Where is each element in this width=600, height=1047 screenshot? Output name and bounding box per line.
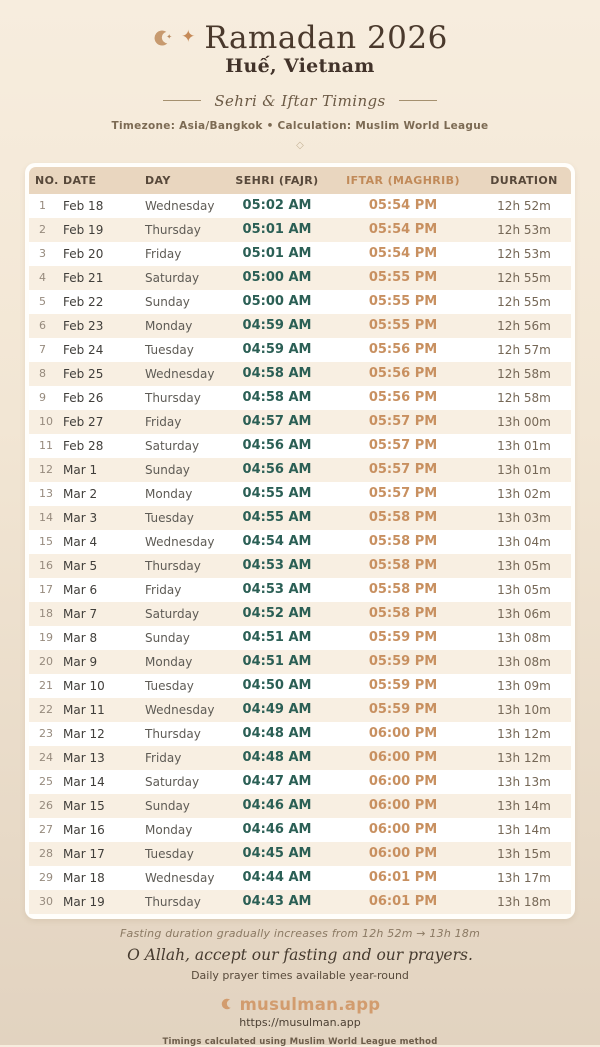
cell-day: Monday: [145, 654, 193, 669]
table-header-row: [29, 167, 571, 194]
table-row: [29, 434, 571, 458]
cell-sehri: 04:44 AM: [242, 870, 312, 886]
table-row: [29, 194, 571, 218]
cell-duration: 13h 05m: [497, 582, 551, 597]
table-row: [29, 362, 571, 386]
table-row: [29, 458, 571, 482]
cell-no: 19: [39, 631, 53, 645]
brand-crescent-icon: [220, 997, 234, 1011]
cell-no: 25: [39, 775, 53, 789]
cell-iftar: 06:00 PM: [368, 798, 438, 814]
cell-day: Saturday: [145, 774, 200, 789]
cell-iftar: 05:57 PM: [368, 414, 438, 430]
cell-day: Thursday: [145, 390, 201, 405]
cell-iftar: 05:57 PM: [368, 462, 438, 478]
cell-no: 15: [39, 535, 53, 549]
cell-date: Mar 16: [63, 822, 105, 837]
cell-day: Saturday: [145, 438, 200, 453]
cell-iftar: 05:54 PM: [368, 222, 438, 238]
cell-day: Thursday: [145, 894, 201, 909]
cell-day: Thursday: [145, 558, 201, 573]
cell-no: 17: [39, 583, 53, 597]
cell-date: Feb 19: [63, 222, 104, 237]
col-header-duration: DURATION: [490, 173, 558, 187]
cell-sehri: 04:47 AM: [242, 774, 312, 790]
cell-no: 16: [39, 559, 53, 573]
cell-date: Feb 24: [63, 342, 104, 357]
table-row: [29, 410, 571, 434]
cell-iftar: 05:59 PM: [368, 702, 438, 718]
cell-duration: 13h 08m: [497, 630, 551, 645]
table-row: [29, 506, 571, 530]
dua-text: O Allah, accept our fasting and our prayers.: [127, 945, 473, 964]
table-row: [29, 890, 571, 914]
diamond-ornament-icon: ◇: [296, 139, 304, 151]
cell-no: 8: [39, 367, 46, 381]
cell-iftar: 05:55 PM: [368, 270, 438, 286]
page-title: Ramadan 2026: [204, 20, 448, 56]
duration-note: Fasting duration gradually increases from 12h 52m → 13h 18m: [120, 926, 480, 940]
table-row: [29, 698, 571, 722]
cell-duration: 12h 55m: [497, 294, 551, 309]
cell-day: Thursday: [145, 222, 201, 237]
cell-day: Monday: [145, 318, 193, 333]
cell-day: Tuesday: [145, 678, 194, 693]
cell-no: 4: [39, 271, 46, 285]
table-row: [29, 578, 571, 602]
table-row: [29, 722, 571, 746]
page-footer: [120, 927, 480, 1047]
cell-duration: 13h 01m: [497, 462, 551, 477]
table-row: [29, 482, 571, 506]
cell-date: Mar 8: [63, 630, 98, 645]
col-header-iftar: IFTAR (MAGHRIB): [346, 173, 460, 187]
cell-no: 12: [39, 463, 53, 477]
method-note: Timings calculated using Muslim World League method: [162, 1036, 438, 1047]
cell-sehri: 04:46 AM: [242, 798, 312, 814]
cell-date: Mar 4: [63, 534, 98, 549]
cell-iftar: 06:00 PM: [368, 750, 438, 766]
cell-sehri: 04:56 AM: [242, 462, 312, 478]
table-row: [29, 266, 571, 290]
table-row: [29, 386, 571, 410]
table-row: [29, 242, 571, 266]
cell-duration: 13h 14m: [497, 798, 551, 813]
cell-sehri: 04:53 AM: [242, 558, 312, 574]
cell-date: Mar 19: [63, 894, 105, 909]
table-row: [29, 794, 571, 818]
cell-sehri: 04:55 AM: [242, 486, 312, 502]
sparkle-icon: ✦: [181, 26, 196, 47]
timings-label: Sehri & Iftar Timings: [214, 91, 386, 110]
cell-no: 28: [39, 847, 53, 861]
cell-no: 30: [39, 895, 53, 909]
table-row: [29, 770, 571, 794]
cell-iftar: 06:00 PM: [368, 774, 438, 790]
cell-iftar: 05:57 PM: [368, 438, 438, 454]
cell-sehri: 04:51 AM: [242, 654, 312, 670]
cell-day: Friday: [145, 414, 182, 429]
cell-sehri: 05:00 AM: [242, 270, 312, 286]
cell-date: Mar 5: [63, 558, 98, 573]
cell-iftar: 05:55 PM: [368, 294, 438, 310]
cell-sehri: 05:01 AM: [242, 246, 312, 262]
cell-no: 7: [39, 343, 46, 357]
cell-duration: 13h 17m: [497, 870, 551, 885]
cell-day: Saturday: [145, 606, 200, 621]
cell-day: Monday: [145, 822, 193, 837]
brand-name: musulman.app: [239, 994, 381, 1014]
brand-link[interactable]: [120, 995, 480, 1014]
page-header: [112, 0, 489, 151]
cell-no: 13: [39, 487, 53, 501]
cell-day: Wednesday: [145, 870, 215, 885]
cell-day: Friday: [145, 750, 182, 765]
cell-sehri: 04:49 AM: [242, 702, 312, 718]
cell-no: 23: [39, 727, 53, 741]
cell-date: Mar 3: [63, 510, 98, 525]
cell-sehri: 04:50 AM: [242, 678, 312, 694]
col-header-day: DAY: [145, 173, 171, 187]
cell-no: 14: [39, 511, 53, 525]
cell-date: Mar 15: [63, 798, 105, 813]
cell-sehri: 04:59 AM: [242, 342, 312, 358]
cell-date: Mar 12: [63, 726, 105, 741]
cell-date: Feb 20: [63, 246, 104, 261]
table-row: [29, 602, 571, 626]
table-row: [29, 554, 571, 578]
cell-duration: 12h 55m: [497, 270, 551, 285]
cell-date: Feb 26: [63, 390, 104, 405]
cell-day: Friday: [145, 246, 182, 261]
cell-iftar: 05:58 PM: [368, 582, 438, 598]
cell-sehri: 04:52 AM: [242, 606, 312, 622]
cell-date: Feb 28: [63, 438, 104, 453]
cell-duration: 13h 06m: [497, 606, 551, 621]
brand-url[interactable]: https://musulman.app: [239, 1015, 361, 1029]
table-row: [29, 650, 571, 674]
cell-sehri: 04:55 AM: [242, 510, 312, 526]
cell-duration: 13h 12m: [497, 750, 551, 765]
cell-duration: 13h 04m: [497, 534, 551, 549]
cell-no: 9: [39, 391, 46, 405]
cell-duration: 13h 00m: [497, 414, 551, 429]
cell-duration: 13h 18m: [497, 894, 551, 909]
cell-iftar: 06:00 PM: [368, 846, 438, 862]
col-header-no: NO.: [35, 173, 59, 187]
cell-duration: 13h 15m: [497, 846, 551, 861]
cell-iftar: 05:59 PM: [368, 630, 438, 646]
cell-sehri: 05:02 AM: [242, 198, 312, 214]
divider-line-left: [163, 100, 201, 101]
cell-no: 10: [39, 415, 53, 429]
table-row: [29, 842, 571, 866]
table-row: [29, 818, 571, 842]
cell-sehri: 05:00 AM: [242, 294, 312, 310]
cell-iftar: 05:54 PM: [368, 198, 438, 214]
cell-duration: 12h 57m: [497, 342, 551, 357]
cell-date: Mar 13: [63, 750, 105, 765]
cell-sehri: 04:56 AM: [242, 438, 312, 454]
cell-day: Tuesday: [145, 342, 194, 357]
cell-day: Wednesday: [145, 198, 215, 213]
cell-duration: 13h 13m: [497, 774, 551, 789]
cell-duration: 13h 01m: [497, 438, 551, 453]
cell-date: Mar 2: [63, 486, 98, 501]
cell-day: Thursday: [145, 726, 201, 741]
cell-date: Feb 18: [63, 198, 104, 213]
cell-iftar: 05:59 PM: [368, 654, 438, 670]
cell-no: 20: [39, 655, 53, 669]
cell-sehri: 04:48 AM: [242, 726, 312, 742]
cell-iftar: 05:54 PM: [368, 246, 438, 262]
cell-duration: 13h 02m: [497, 486, 551, 501]
cell-date: Feb 21: [63, 270, 104, 285]
cell-no: 24: [39, 751, 53, 765]
cell-day: Friday: [145, 582, 182, 597]
table-row: [29, 746, 571, 770]
cell-day: Wednesday: [145, 702, 215, 717]
cell-duration: 12h 52m: [497, 198, 551, 213]
cell-no: 22: [39, 703, 53, 717]
cell-no: 5: [39, 295, 46, 309]
cell-date: Mar 7: [63, 606, 98, 621]
table-row: [29, 218, 571, 242]
table-row: [29, 626, 571, 650]
cell-day: Sunday: [145, 294, 190, 309]
crescent-moon-icon: [152, 28, 172, 48]
table-row: [29, 674, 571, 698]
cell-no: 27: [39, 823, 53, 837]
table-row: [29, 290, 571, 314]
cell-day: Wednesday: [145, 366, 215, 381]
cell-date: Mar 1: [63, 462, 98, 477]
cell-duration: 13h 05m: [497, 558, 551, 573]
cell-sehri: 04:46 AM: [242, 822, 312, 838]
cell-date: Feb 25: [63, 366, 104, 381]
cell-day: Tuesday: [145, 846, 194, 861]
col-header-sehri: SEHRI (FAJR): [235, 173, 319, 187]
table-row: [29, 530, 571, 554]
cell-day: Sunday: [145, 630, 190, 645]
cell-iftar: 05:58 PM: [368, 558, 438, 574]
location-subtitle: Huế, Vietnam: [225, 54, 375, 77]
cell-sehri: 04:45 AM: [242, 846, 312, 862]
cell-iftar: 05:56 PM: [368, 342, 438, 358]
cell-date: Mar 11: [63, 702, 105, 717]
col-header-date: DATE: [63, 173, 97, 187]
cell-duration: 13h 14m: [497, 822, 551, 837]
title-row: [112, 22, 489, 55]
cell-sehri: 04:43 AM: [242, 894, 312, 910]
cell-iftar: 05:58 PM: [368, 534, 438, 550]
cell-sehri: 04:53 AM: [242, 582, 312, 598]
cell-duration: 12h 58m: [497, 366, 551, 381]
timezone-calculation-note: Timezone: Asia/Bangkok • Calculation: Muslim World League: [111, 119, 489, 132]
cell-no: 1: [39, 199, 46, 213]
cell-date: Mar 6: [63, 582, 98, 597]
cell-no: 21: [39, 679, 53, 693]
cell-date: Feb 22: [63, 294, 104, 309]
cell-iftar: 05:59 PM: [368, 678, 438, 694]
table-row: [29, 866, 571, 890]
cell-duration: 12h 53m: [497, 222, 551, 237]
divider-line-right: [399, 100, 437, 101]
cell-iftar: 06:01 PM: [368, 894, 438, 910]
cell-sehri: 04:51 AM: [242, 630, 312, 646]
cell-sehri: 04:48 AM: [242, 750, 312, 766]
cell-day: Tuesday: [145, 510, 194, 525]
cell-date: Mar 18: [63, 870, 105, 885]
cell-date: Mar 9: [63, 654, 98, 669]
cell-iftar: 06:00 PM: [368, 822, 438, 838]
cell-day: Sunday: [145, 462, 190, 477]
cell-day: Saturday: [145, 270, 200, 285]
cell-day: Sunday: [145, 798, 190, 813]
cell-sehri: 04:57 AM: [242, 414, 312, 430]
cell-no: 29: [39, 871, 53, 885]
cell-iftar: 05:56 PM: [368, 366, 438, 382]
cell-iftar: 06:00 PM: [368, 726, 438, 742]
cell-no: 26: [39, 799, 53, 813]
cell-no: 2: [39, 223, 46, 237]
cell-iftar: 05:55 PM: [368, 318, 438, 334]
cell-sehri: 04:58 AM: [242, 366, 312, 382]
cell-duration: 13h 10m: [497, 702, 551, 717]
cell-duration: 13h 03m: [497, 510, 551, 525]
tiny-star-icon: ✦: [166, 33, 173, 42]
availability-note: Daily prayer times available year-round: [191, 968, 409, 982]
cell-sehri: 04:59 AM: [242, 318, 312, 334]
cell-date: Mar 17: [63, 846, 105, 861]
cell-sehri: 04:54 AM: [242, 534, 312, 550]
cell-duration: 12h 58m: [497, 390, 551, 405]
cell-iftar: 05:57 PM: [368, 486, 438, 502]
cell-date: Feb 27: [63, 414, 104, 429]
cell-day: Monday: [145, 486, 193, 501]
cell-duration: 13h 08m: [497, 654, 551, 669]
cell-iftar: 05:56 PM: [368, 390, 438, 406]
cell-duration: 13h 09m: [497, 678, 551, 693]
cell-date: Mar 14: [63, 774, 105, 789]
cell-sehri: 04:58 AM: [242, 390, 312, 406]
cell-date: Mar 10: [63, 678, 105, 693]
table-row: [29, 314, 571, 338]
cell-duration: 13h 12m: [497, 726, 551, 741]
cell-day: Wednesday: [145, 534, 215, 549]
cell-iftar: 05:58 PM: [368, 606, 438, 622]
cell-no: 18: [39, 607, 53, 621]
section-divider: [112, 92, 489, 110]
table-row: [29, 338, 571, 362]
cell-duration: 12h 53m: [497, 246, 551, 261]
cell-iftar: 05:58 PM: [368, 510, 438, 526]
cell-no: 11: [39, 439, 53, 453]
cell-iftar: 06:01 PM: [368, 870, 438, 886]
cell-date: Feb 23: [63, 318, 104, 333]
table-body: [29, 194, 571, 914]
cell-sehri: 05:01 AM: [242, 222, 312, 238]
cell-no: 6: [39, 319, 46, 333]
cell-no: 3: [39, 247, 46, 261]
timings-table-card: [25, 163, 575, 919]
cell-duration: 12h 56m: [497, 318, 551, 333]
